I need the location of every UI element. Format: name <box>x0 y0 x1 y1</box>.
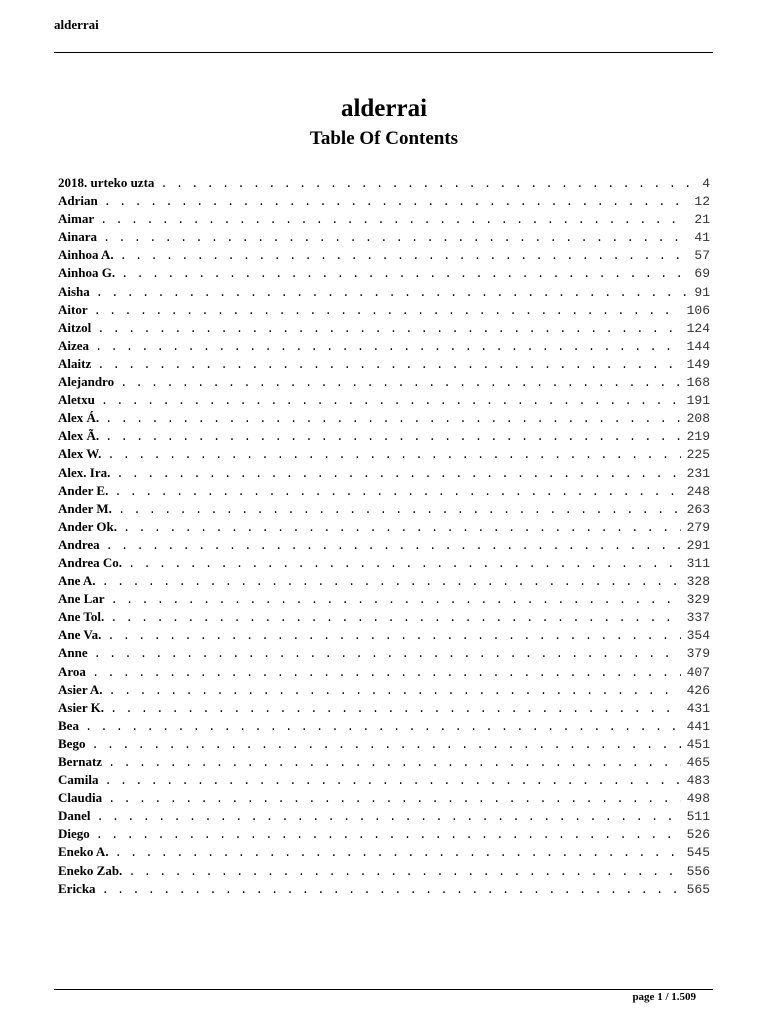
toc-entry[interactable] <box>58 537 710 555</box>
toc-dot-leader <box>120 376 680 390</box>
toc-entry-label[interactable]: Aitzol <box>58 319 92 335</box>
toc-dot-leader <box>105 412 680 426</box>
toc-entry-label[interactable]: Ander E. <box>58 482 109 498</box>
toc-entry-page-number[interactable]: 483 <box>686 773 710 789</box>
toc-entry[interactable] <box>58 211 710 229</box>
toc-entry[interactable] <box>58 808 710 826</box>
toc-entry[interactable] <box>58 175 710 193</box>
toc-entry-page-number[interactable]: 329 <box>686 592 710 608</box>
toc-entry-page-number[interactable]: 263 <box>686 501 710 517</box>
toc-entry[interactable] <box>58 483 710 501</box>
toc-dot-leader <box>108 756 681 770</box>
toc-entry[interactable] <box>58 465 710 483</box>
toc-entry[interactable] <box>58 863 710 881</box>
toc-entry-page-number[interactable]: 191 <box>686 393 710 409</box>
toc-entry-label[interactable]: Ainhoa G. <box>58 265 116 281</box>
toc-dot-leader <box>97 358 680 372</box>
toc-dot-leader <box>97 810 681 824</box>
toc-entry[interactable] <box>58 356 710 374</box>
toc-entry-label[interactable]: Danel <box>58 808 91 824</box>
running-header: alderrai <box>54 17 99 32</box>
document-title: alderrai <box>340 95 428 122</box>
toc-entry[interactable] <box>58 664 710 682</box>
toc-entry-label[interactable]: Asier K. <box>58 699 104 715</box>
toc-dot-leader <box>92 666 681 680</box>
toc-dot-leader <box>105 430 680 444</box>
toc-dot-leader <box>94 647 681 661</box>
toc-entry[interactable] <box>58 826 710 844</box>
toc-dot-leader <box>101 394 681 408</box>
toc-dot-leader <box>107 448 680 462</box>
toc-entry-label[interactable]: Anne <box>58 645 88 661</box>
toc-dot-leader <box>111 593 681 607</box>
toc-entry-label[interactable]: Alex Á. <box>58 410 100 426</box>
toc-entry[interactable] <box>58 501 710 519</box>
toc-entry[interactable] <box>58 446 710 464</box>
toc-entry-page-number[interactable]: 354 <box>686 628 710 644</box>
toc-entry[interactable] <box>58 627 710 645</box>
toc-entry-label[interactable]: Ane Tol. <box>58 609 105 625</box>
toc-entry[interactable] <box>58 609 710 627</box>
toc-dot-leader <box>160 177 696 191</box>
toc-dot-leader <box>128 557 681 571</box>
toc-entry[interactable] <box>58 247 710 265</box>
toc-entry[interactable] <box>58 265 710 283</box>
toc-entry[interactable] <box>58 790 710 808</box>
toc-entry-page-number[interactable]: 106 <box>686 302 710 318</box>
toc-entry-label[interactable]: 2018. urteko uzta <box>58 175 155 190</box>
toc-entry[interactable] <box>58 718 710 736</box>
toc-entry-label[interactable]: Bernatz <box>58 754 103 769</box>
toc-entry-page-number[interactable]: 511 <box>686 809 710 825</box>
toc-entry-label[interactable]: Aitor <box>58 301 88 317</box>
toc-dot-leader <box>108 792 681 806</box>
toc-dot-leader <box>97 322 680 336</box>
toc-dot-leader <box>103 231 688 245</box>
toc-entry-label[interactable]: Ainara <box>58 229 97 245</box>
toc-entry[interactable] <box>58 229 710 247</box>
toc-dot-leader <box>115 846 681 860</box>
toc-entry-label[interactable]: Andrea Co. <box>58 554 123 570</box>
toc-entry-label[interactable]: Alaitz <box>58 355 92 371</box>
toc-entry-label[interactable]: Ane Lar <box>58 591 105 607</box>
toc-entry[interactable] <box>58 392 710 410</box>
toc-entry-label[interactable]: Alex. Ira. <box>58 464 111 480</box>
toc-entry-page-number[interactable]: 498 <box>686 791 710 807</box>
toc-entry-page-number[interactable]: 545 <box>686 845 710 861</box>
toc-entry-label[interactable]: Eneko Zab. <box>58 862 123 878</box>
toc-entry-page-number[interactable]: 565 <box>686 881 710 897</box>
toc-dot-leader <box>100 213 688 227</box>
toc-heading: Table Of Contents <box>309 128 459 149</box>
toc-entry[interactable] <box>58 591 710 609</box>
toc-entry-page-number[interactable]: 91 <box>694 284 710 300</box>
toc-entry[interactable] <box>58 555 710 573</box>
toc-entry-label[interactable]: Aimar <box>58 211 95 227</box>
toc-dot-leader <box>96 286 689 300</box>
toc-dot-leader <box>85 720 681 734</box>
toc-dot-leader <box>109 684 681 698</box>
toc-entry-label[interactable]: Ander M. <box>58 500 112 516</box>
toc-entry-label[interactable]: Claudia <box>58 790 103 806</box>
toc-entry-page-number[interactable]: 328 <box>686 574 710 590</box>
toc-entry[interactable] <box>58 302 710 320</box>
toc-entry-page-number[interactable]: 69 <box>694 266 710 282</box>
toc-entry-page-number[interactable]: 12 <box>694 194 710 210</box>
toc-entry-page-number[interactable]: 337 <box>686 610 710 626</box>
toc-entry-page-number[interactable]: 231 <box>686 465 710 481</box>
toc-entry[interactable] <box>58 320 710 338</box>
toc-dot-leader <box>110 702 681 716</box>
toc-entry-page-number[interactable]: 57 <box>694 248 710 264</box>
toc-dot-leader <box>114 485 680 499</box>
toc-entry-page-number[interactable]: 465 <box>686 755 710 770</box>
toc-entry-page-number[interactable]: 208 <box>686 411 710 427</box>
toc-entry[interactable] <box>58 682 710 700</box>
toc-entry-label[interactable]: Andrea <box>58 536 100 552</box>
toc-entry-page-number[interactable]: 219 <box>686 429 710 445</box>
toc-entry-page-number[interactable]: 21 <box>694 212 710 228</box>
toc-dot-leader <box>128 865 680 879</box>
toc-entry[interactable] <box>58 700 710 718</box>
header-rule <box>54 52 713 53</box>
toc-dot-leader <box>110 611 680 625</box>
toc-entry[interactable] <box>58 645 710 663</box>
toc-entry-label[interactable]: Bego <box>58 735 86 751</box>
toc-dot-leader <box>116 467 680 481</box>
toc-entry[interactable] <box>58 193 710 211</box>
toc-entry-page-number[interactable]: 451 <box>686 736 710 752</box>
toc-entry-page-number[interactable]: 168 <box>686 375 710 391</box>
toc-dot-leader <box>91 738 680 752</box>
toc-entry[interactable] <box>58 573 710 591</box>
toc-entry[interactable] <box>58 338 710 356</box>
toc-entry[interactable] <box>58 772 710 790</box>
toc-entry-label[interactable]: Ane A. <box>58 573 96 589</box>
toc-entry[interactable] <box>58 284 710 302</box>
toc-entry[interactable] <box>58 844 710 862</box>
toc-dot-leader <box>120 249 689 263</box>
toc-entry-page-number[interactable]: 4 <box>702 176 710 191</box>
toc-dot-leader <box>102 883 681 897</box>
toc-entry-page-number[interactable]: 379 <box>686 646 710 662</box>
toc-entry-label[interactable]: Alejandro <box>58 374 115 390</box>
toc-entry-page-number[interactable]: 248 <box>686 483 710 499</box>
toc-entry-label[interactable]: Aizea <box>58 337 90 353</box>
toc-entry-page-number[interactable]: 526 <box>686 827 710 843</box>
toc-entry[interactable] <box>58 519 710 537</box>
toc-entry-page-number[interactable]: 124 <box>686 320 710 336</box>
toc-entry-page-number[interactable]: 149 <box>686 356 710 372</box>
toc-dot-leader <box>118 503 681 517</box>
toc-entry-page-number[interactable]: 441 <box>686 718 710 734</box>
toc-entry-label[interactable]: Alex Ã. <box>58 428 100 444</box>
toc-dot-leader <box>104 774 680 788</box>
toc-entry[interactable] <box>58 428 710 446</box>
toc-entry[interactable] <box>58 410 710 428</box>
toc-entry-label[interactable]: Asier A. <box>58 681 103 697</box>
toc-entry[interactable] <box>58 754 710 772</box>
toc-dot-leader <box>104 195 689 209</box>
toc-entry-label[interactable]: Alex W. <box>58 446 102 462</box>
toc-entry-page-number[interactable]: 144 <box>686 338 710 354</box>
toc-dot-leader <box>121 267 688 281</box>
toc-entry[interactable] <box>58 374 710 392</box>
toc-entry-page-number[interactable]: 279 <box>686 519 710 535</box>
toc-dot-leader <box>102 575 681 589</box>
toc-entry-label[interactable]: Bea <box>58 717 79 733</box>
toc-entry-label[interactable]: Ericka <box>58 880 96 896</box>
toc-entry-label[interactable]: Aletxu <box>58 392 95 408</box>
toc-entry-label[interactable]: Diego <box>58 826 90 842</box>
toc-entry[interactable] <box>58 881 710 899</box>
toc-entry-label[interactable]: Ane Va. <box>58 627 102 643</box>
toc-entry-label[interactable]: Eneko A. <box>58 844 109 860</box>
toc-dot-leader <box>106 539 681 553</box>
toc-entry-page-number[interactable]: 556 <box>686 863 710 879</box>
toc-dot-leader <box>123 521 681 535</box>
toc-entry-label[interactable]: Aisha <box>58 283 90 299</box>
toc-dot-leader <box>107 629 680 643</box>
toc-entry-page-number[interactable]: 311 <box>686 555 710 571</box>
toc-entry-label[interactable]: Ander Ok. <box>58 518 117 534</box>
toc-entry-page-number[interactable]: 431 <box>686 700 710 716</box>
toc-entry-label[interactable]: Adrian <box>58 193 98 209</box>
toc-entry-label[interactable]: Camila <box>58 772 99 788</box>
toc-entry[interactable] <box>58 736 710 754</box>
toc-entry-page-number[interactable]: 426 <box>686 682 710 698</box>
page-indicator: page 1 / 1.509 <box>632 991 696 1003</box>
toc-entry-label[interactable]: Ainhoa A. <box>58 247 114 263</box>
toc-dot-leader <box>96 828 681 842</box>
toc-entry-label[interactable]: Aroa <box>58 663 86 679</box>
table-of-contents <box>58 175 710 899</box>
toc-entry-page-number[interactable]: 41 <box>694 230 710 246</box>
footer-rule <box>54 989 713 990</box>
toc-dot-leader <box>95 340 681 354</box>
toc-entry-page-number[interactable]: 225 <box>686 447 710 463</box>
toc-entry-page-number[interactable]: 291 <box>686 537 710 553</box>
toc-dot-leader <box>94 304 681 318</box>
toc-entry-page-number[interactable]: 407 <box>686 664 710 680</box>
